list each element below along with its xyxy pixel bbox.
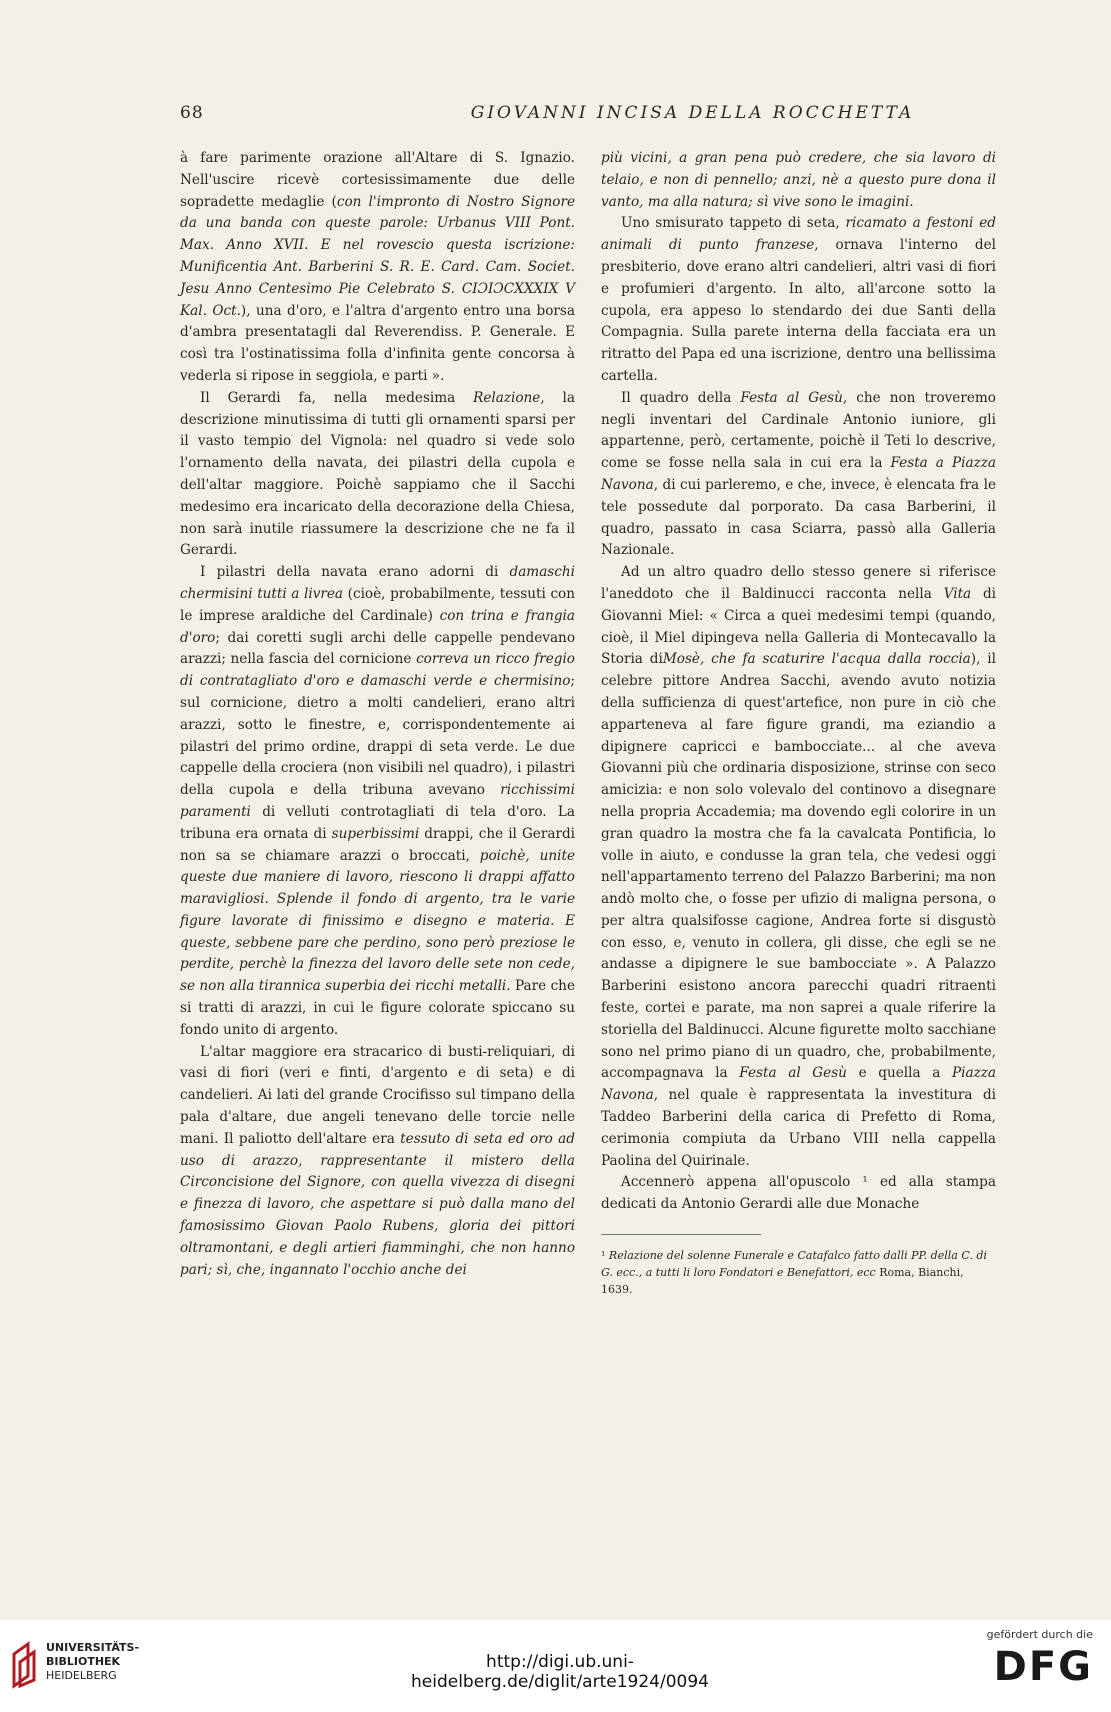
italic-run: con trina e frangia d'oro [180,607,575,646]
footnote [601,1247,996,1298]
text-run: , la descrizione minutissima di tutti gli ornamenti sparsi per il vasto tempio del Vignola: nel quadro si vede solo l'ornamento della navata, dei pilastri della cupola e dell'altar maggiore. Poichè sappiamo che il Sacchi medesimo era incaricato della decorazione della Chiesa, non sarà inutile riassumere la descrizione che ne fa il Gerardi. [180,389,575,559]
paragraph [180,1042,575,1282]
paragraph [601,213,996,387]
paragraph [601,562,996,1172]
text-run: Roma, Bianchi, 1639. [601,1266,964,1297]
dfg-funding-logo[interactable] [983,1628,1093,1708]
university-library-logo[interactable] [10,1638,170,1694]
library-name-line: HEIDELBERG [46,1669,117,1682]
left-column [180,148,575,1281]
text-run: , di cui parleremo, e che, invece, è elencata fra le tele possedute dal porporato. Da casa Barberini, il quadro, passato in casa Sciarra, passò alla Galleria Nazionale. [601,476,996,559]
library-logo-icon [10,1640,40,1690]
text-run: , ornava l'interno del presbiterio, dove erano altri candelieri, altri vasi di fiori e profumieri d'argento. In alto, all'arcone sotto la cupola, era appeso lo stendardo dei due Santi della Compagnia. Sulla parete interna della facciata era un ritratto del Papa ed una iscrizione, dentro una bellissima cartella. [601,237,997,384]
page-header [180,103,1005,133]
text-run: L'altar maggiore era stracarico di busti-reliquiari, di vasi di fiori (veri e finti, d'argento e di seta) e di candelieri. Ai lati del grande Crocifisso sul timpano della pala d'altare, due angeli tenevano delle torcie nelle mani. Il paliotto dell'altare era [180,1043,575,1147]
text-run: ), una d'oro, e l'altra d'argento entro una borsa d'ambra presentatagli dal Reverendiss. P. Generale. E così tra l'ostinatissima folla d'infinita gente concorsa à vederla si ripose in seggiola, e parti ». [180,302,576,384]
paragraph [601,148,996,213]
italic-run: Festa al Gesù [739,1065,847,1082]
library-name [46,1641,139,1683]
text-run: , che non troveremo negli inventari del Cardinale Antonio iuniore, gli appartenne, però, certamente, poichè il Teti lo descrive, come se fosse nella sala in cui era la [601,389,996,472]
text-run: Uno smisurato tappeto di seta, [621,215,846,232]
italic-run: superbissimi [331,825,420,842]
library-name-line: UNIVERSITÄTS- [46,1641,140,1654]
footnote-marker: ¹ [601,1249,609,1263]
paragraph [180,388,575,562]
italic-run: tessuto di seta ed oro ad uso di arazzo, rappresentante il mistero della Circoncisione del Signore, con quella vivezza di disegni e finezza di lavoro, che aspettare si può dalla mano del famosissimo Giovan Paolo Rubens, gloria dei pittori oltramontani, e degli artieri fiamminghi, che non hanno pari; sì, che, ingannato l'occhio anche dei [180,1130,575,1278]
text-run: (cioè, probabilmente, tessuti con le imprese araldiche del Cardinale) [180,585,575,624]
text-run: e quella a [846,1065,952,1082]
digitization-footer [0,1620,1111,1712]
italic-run: ricchissimi paramenti [180,782,575,820]
text-run: Il quadro della [621,389,741,406]
italic-run: ricamato a festoni ed animali di punto franzese [601,215,996,254]
italic-run: Relazione [473,389,541,406]
running-title: GIOVANNI INCISA DELLA ROCCHETTA [470,103,915,123]
right-column [601,148,996,1298]
text-run: Accennerò appena all'opuscolo ¹ ed alla stampa dedicati da Antonio Gerardi alle due Monache [601,1174,996,1213]
text-run: Ad un altro quadro dello stesso genere si riferisce l'aneddoto che il Baldinucci racconta nella [601,564,996,602]
text-run: ; sul cornicione, dietro a molti candelieri, erano altri arazzi, sotto le finestre, e, corrispondentemente ai pilastri del primo ordine, drappi di seta verde. Le due cappelle della crociera (non visibili nel quadro), i pilastri della cupola e della tribuna avevano [180,673,575,799]
text-run: ), il celebre pittore Andrea Sacchi, avendo avuto notizia della sufficienza di quest'artefice, non pure in ciò che apparteneva al fare figure grandi, ma eziandio a dipignere capricci e bambocciate... al che aveva Giovanni più che ordinaria disposizione, strinse con seco amicizia: e non solo volevalo del continovo a disegnare nella propria Accademia; ma dovendo egli colorire in un gran quadro la mostra che fa la cavalcata Pontificia, lo volle in aiuto, e condusse la gran tela, che vedesi oggi nell'appartamento terreno del Palazzo Barberini; ma non andò molto che, o fosse per ufizio di maligna persona, o per altra qualsifosse cagione, Andrea forte si disgustò con esso, e, venuto in collera, gli disse, che egli se ne andasse a dipignere le sue bambocciate ». A Palazzo Barberini esistono ancora parecchi quadri ritraenti feste, cortei e parate, ma non saprei a quale riferire la storiella del Baldinucci. Alcune figurette molto sacchiane sono nel primo piano di un quadro, che, probabilmente, accompagnava la [601,651,996,1082]
italic-run: Mosè, che fa scaturire l'acqua dalla roccia [662,651,971,668]
paragraph [601,1172,996,1216]
library-name-line: BIBLIOTHEK [46,1655,121,1668]
italic-run: più vicini, a gran pena può credere, che sia lavoro di telaio, e non di pennello; anzi, nè a questo pure dona il vanto, ma alla natura; sì vive sono le imagini. [601,150,996,210]
page-number: 68 [180,103,204,123]
dfg-caption: gefördert durch die [986,1628,1093,1641]
text-run: Pare che si tratti di arazzi, in cui le figure colorate spiccano su fondo unito di argento. [180,978,575,1038]
dfg-logo: DFG [993,1644,1093,1690]
paragraph [180,148,575,388]
italic-run: damaschi chermisini tutti a livrea [180,564,575,602]
text-run: , nel quale è rappresentata la investitura di Taddeo Barberini della carica di Prefetto di Roma, cerimonia compiuta da Urbano VIII nella cappella Paolina del Quirinale. [601,1087,996,1169]
paragraph [180,562,575,1042]
italic-run: Vita [943,585,972,602]
italic-run: poichè, unite queste due maniere di lavoro, riescono li drappi affatto maravigliosi. Splende il fondo di argento, tra le varie figure lavorate di finissimo e disegno e materia. E queste, sebbene pare che perdino, sono però preziose le perdite, perchè la finezza del lavoro delle sete non cede, se non alla tirannica superbia dei ricchi metalli. [180,847,576,995]
italic-run: Festa a Piazza Navona [601,455,996,493]
text-run: ; dai coretti sugli archi delle cappelle pendevano arazzi; nella fascia del cornicione [180,629,575,668]
text-run: I pilastri della navata erano adorni di [200,564,510,581]
italic-run: Piazza Navona [601,1065,996,1104]
footnote-divider [601,1234,761,1235]
text-run: à fare parimente orazione all'Altare di S. Ignazio. Nell'uscire ricevè cortesissimamente due delle sopradette medaglie ( [180,150,575,210]
text-run: di velluti controtagliati di tela d'oro. La tribuna era ornata di [180,803,575,842]
text-run: drappi, che il Gerardi non sa se chiamare arazzi o broccati, [180,825,575,864]
text-run: Il Gerardi fa, nella medesima [200,389,474,406]
italic-run: Festa al Gesù [740,389,843,406]
italic-run: Relazione del solenne Funerale e Catafalco fatto dalli PP. della C. di G. ecc., a tutti li loro Fondatori e Benefattori, ecc [601,1249,987,1280]
italic-run: con l'impronto di Nostro Signore da una banda con queste parole: Urbanus VIII Pont. Max. Anno XVII. E nel rovescio questa iscrizione: Munificentia Ant. Barberini S. R. E. Card. Cam. Societ. Jesu Anno Centesimo Pie Celebrato S. CIƆIƆCXXXIX V Kal. Oct. [180,193,575,319]
italic-run: correva un ricco fregio di contratagliato d'oro e damaschi verde e chermisino [180,651,575,690]
paragraph [601,388,996,562]
permalink-url[interactable]: http://digi.ub.uni-heidelberg.de/diglit/arte1924/0094 [411,1652,709,1692]
text-run: di Giovanni Miel: « Circa a quei medesimi tempi (quando, cioè, il Miel dipingeva nella Galleria di Montecavallo la Storia di [601,585,996,668]
